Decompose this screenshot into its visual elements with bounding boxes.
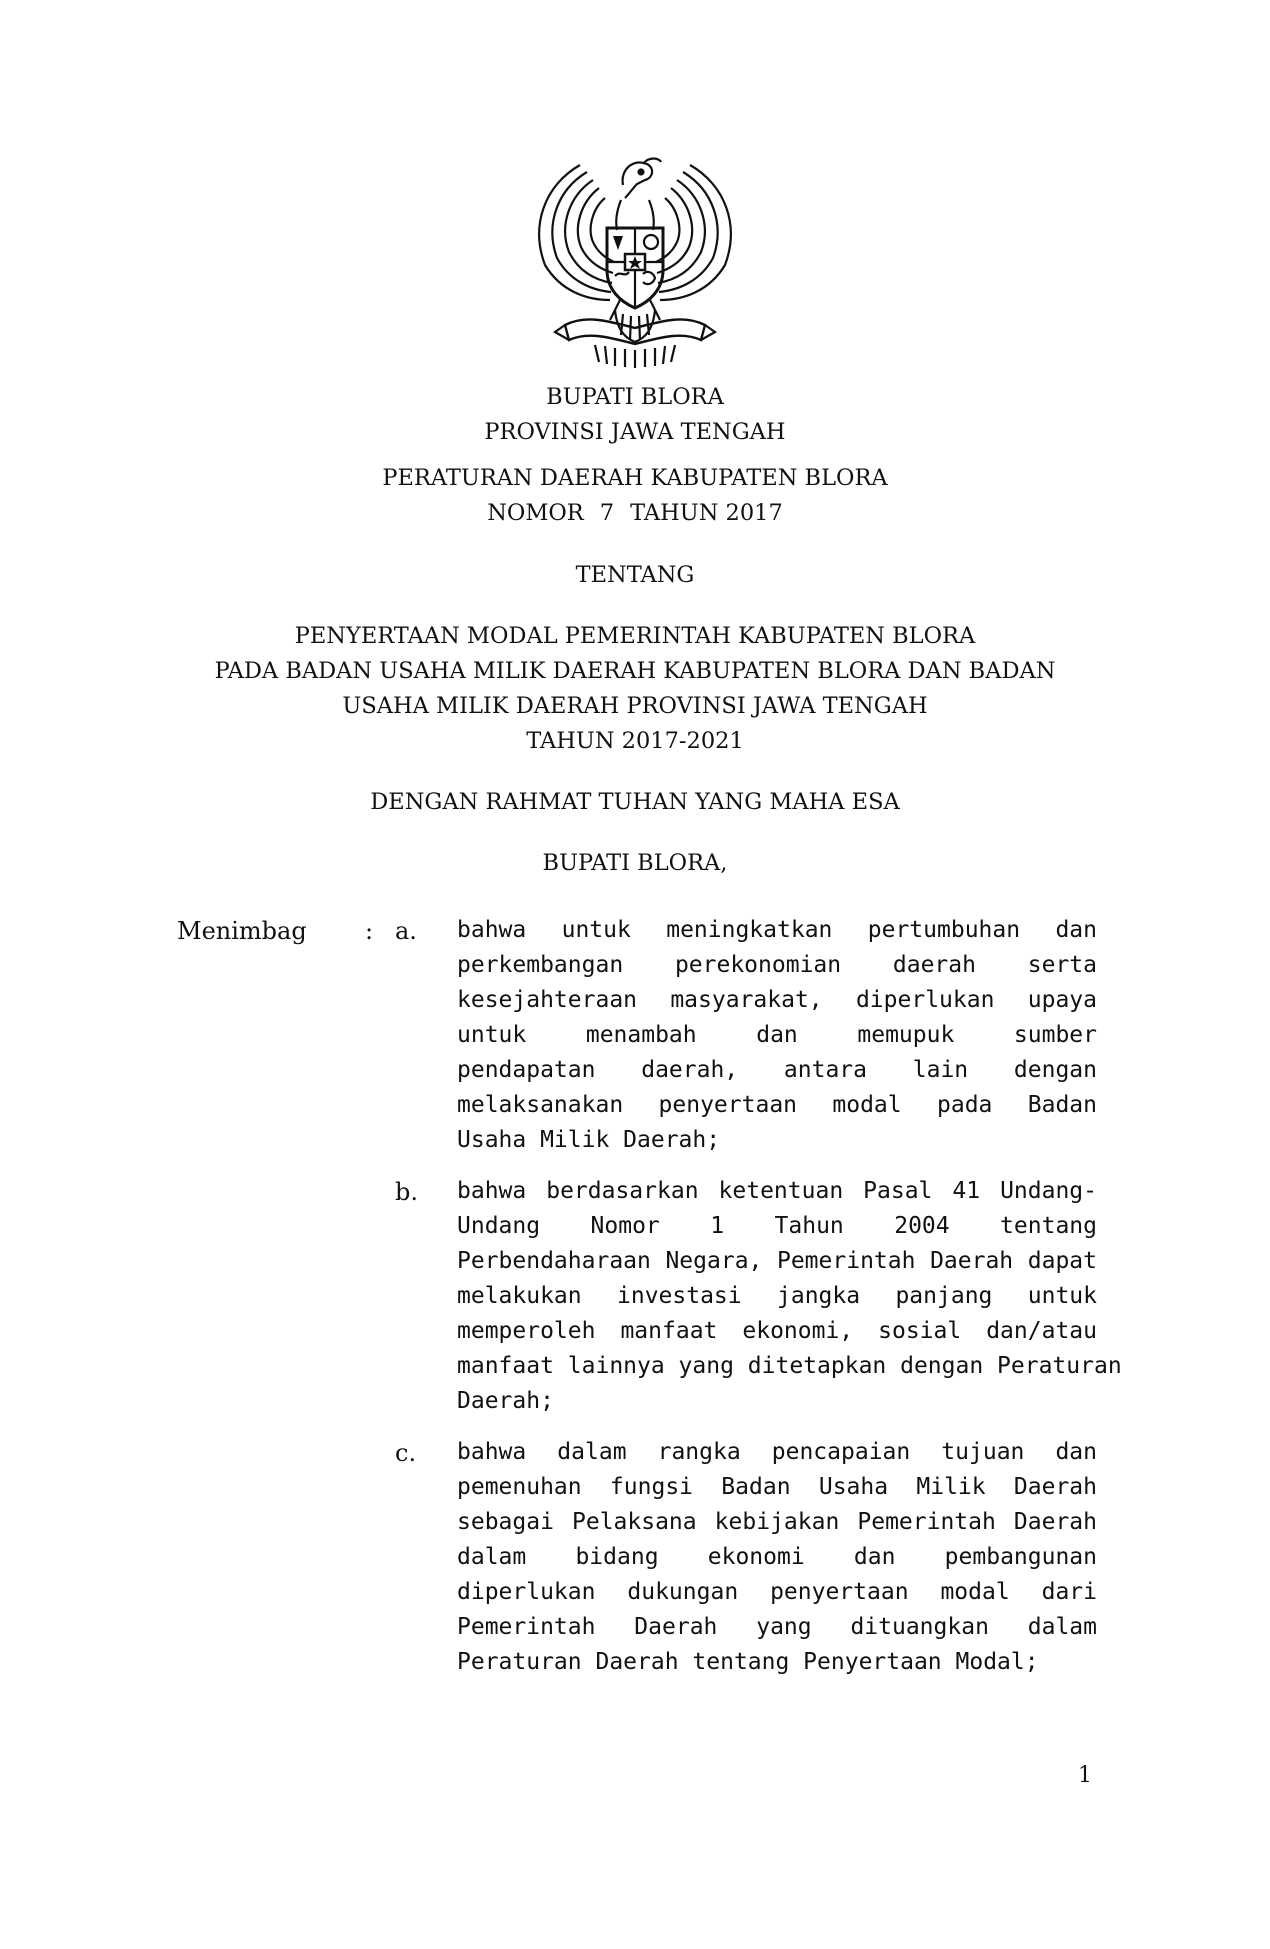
considering-item-c — [457, 1435, 1097, 1680]
item-line: Usaha Milik Daerah; — [457, 1127, 721, 1153]
tentang-label: TENTANG — [575, 562, 695, 588]
considering-colon: : — [365, 917, 374, 945]
regulation-title: PERATURAN DAERAH KABUPATEN BLORA — [382, 465, 888, 491]
nomor-label: NOMOR — [487, 500, 584, 526]
item-line: Peraturan Daerah tentang Penyertaan Modal; — [457, 1649, 1039, 1675]
item-line: sebagai Pelaksana kebijakan Pemerintah Daerah — [457, 1509, 1097, 1535]
regent-title: BUPATI BLORA — [546, 384, 724, 410]
subject-line: USAHA MILIK DAERAH PROVINSI JAWA TENGAH — [342, 693, 928, 719]
item-line: pemenuhan fungsi Badan Usaha Milik Daerah — [457, 1474, 1097, 1500]
tahun-label: TAHUN 2017 — [630, 500, 783, 526]
province-title: PROVINSI JAWA TENGAH — [484, 419, 786, 445]
subject-line: TAHUN 2017-2021 — [526, 728, 744, 754]
item-line: pendapatan daerah, antara lain dengan — [457, 1057, 1097, 1083]
regent-address: BUPATI BLORA, — [542, 850, 728, 876]
considering-item-b — [457, 1174, 1122, 1419]
item-line: memperoleh manfaat ekonomi, sosial dan/atau — [457, 1318, 1097, 1344]
item-line: melakukan investasi jangka panjang untuk — [457, 1283, 1097, 1309]
item-line: bahwa dalam rangka pencapaian tujuan dan — [457, 1439, 1097, 1465]
subject-line: PADA BADAN USAHA MILIK DAERAH KABUPATEN BLORA DAN BADAN — [214, 658, 1056, 684]
item-line: Pemerintah Daerah yang dituangkan dalam — [457, 1614, 1097, 1640]
item-line: Undang Nomor 1 Tahun 2004 tentang — [457, 1213, 1097, 1239]
item-marker-c: c. — [395, 1439, 417, 1467]
item-marker-b: b. — [395, 1178, 418, 1206]
item-line: diperlukan dukungan penyertaan modal dari — [457, 1579, 1097, 1605]
item-line: manfaat lainnya yang ditetapkan dengan Peraturan — [457, 1353, 1122, 1379]
regulation-number — [0, 497, 1270, 529]
item-line: bahwa berdasarkan ketentuan Pasal 41 Undang- — [457, 1178, 1097, 1204]
considering-item-a — [457, 913, 1097, 1158]
invocation: DENGAN RAHMAT TUHAN YANG MAHA ESA — [370, 789, 900, 815]
nomor-value: 7 — [599, 500, 615, 526]
item-line: kesejahteraan masyarakat, diperlukan upaya — [457, 987, 1097, 1013]
item-line: Perbendaharaan Negara, Pemerintah Daerah dapat — [457, 1248, 1097, 1274]
item-line: Daerah; — [457, 1388, 554, 1414]
page-number: 1 — [1078, 1763, 1092, 1788]
considering-label: Menimbag — [177, 917, 307, 945]
item-line: bahwa untuk meningkatkan pertumbuhan dan — [457, 917, 1097, 943]
item-marker-a: a. — [395, 917, 417, 945]
subject-line: PENYERTAAN MODAL PEMERINTAH KABUPATEN BLORA — [294, 623, 976, 649]
garuda-emblem-icon — [525, 150, 745, 375]
item-line: dalam bidang ekonomi dan pembangunan — [457, 1544, 1097, 1570]
item-line: perkembangan perekonomian daerah serta — [457, 952, 1097, 978]
item-line: untuk menambah dan memupuk sumber — [457, 1022, 1097, 1048]
item-line: melaksanakan penyertaan modal pada Badan — [457, 1092, 1097, 1118]
